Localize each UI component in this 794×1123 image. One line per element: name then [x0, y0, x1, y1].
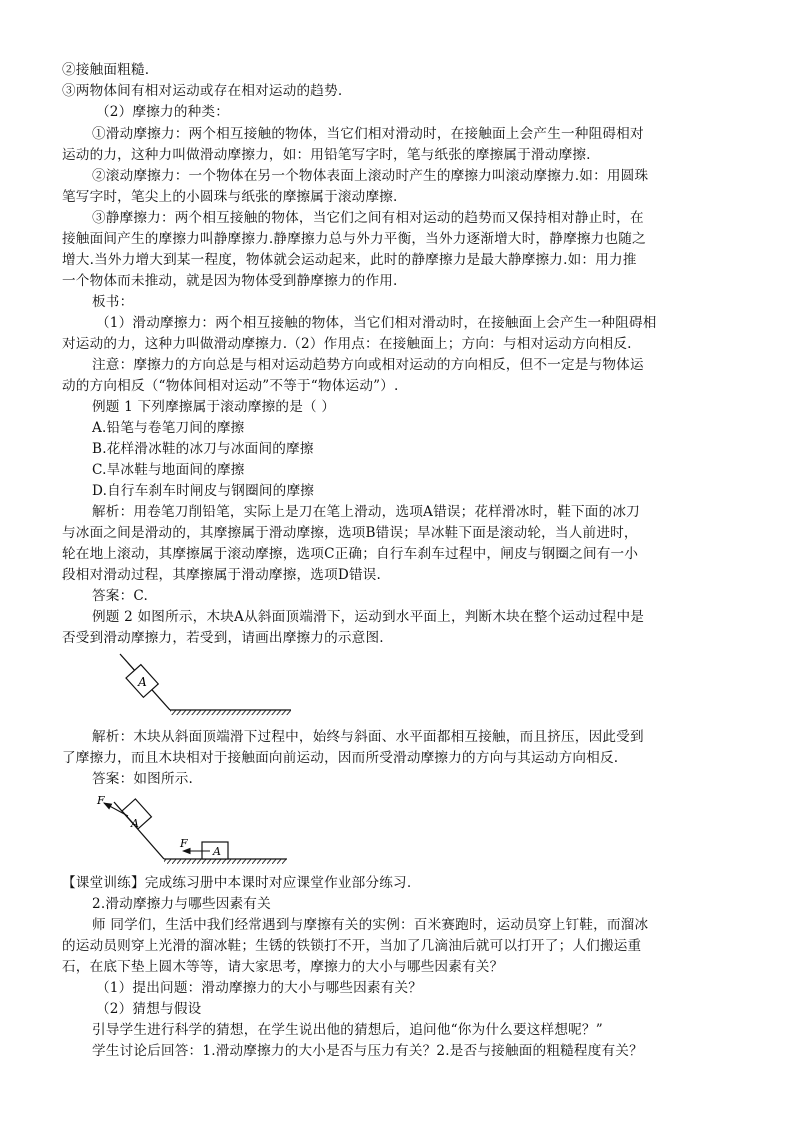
text-line: 一个物体而未推动，就是因为物体受到静摩擦力的作用. — [62, 273, 398, 289]
block-a-label-incline: A — [131, 817, 139, 830]
text-line: 动的方向相反（“物体间相对运动”不等于“物体运动”）. — [62, 378, 399, 394]
text-line: 轮在地上滚动，其摩擦属于滚动摩擦，选项C正确；自行车刹车过程中，闸皮与钢圈之间有一小 — [62, 546, 639, 562]
text-line: B.花样滑冰鞋的冰刀与冰面间的摩擦 — [92, 441, 314, 457]
text-line: 的运动员则穿上光滑的溜冰鞋；生锈的铁锁打不开，当加了几滴油后就可以打开了；人们搬运重 — [62, 938, 642, 954]
force-diagram — [92, 792, 292, 868]
text-line: C.旱冰鞋与地面间的摩擦 — [92, 462, 245, 478]
text-line: ②滚动摩擦力：一个物体在另一个物体表面上滚动时产生的摩擦力叫滚动摩擦力.如：用圆珠 — [92, 168, 649, 184]
text-line: A.铅笔与卷笔刀间的摩擦 — [92, 420, 245, 436]
incline-figure — [116, 650, 296, 720]
text-line: 接触面间产生的摩擦力叫静摩擦力.静摩擦力总与外力平衡，当外力逐渐增大时，静摩擦力也随之 — [62, 231, 646, 247]
text-line: ①滑动摩擦力：两个相互接触的物体，当它们相对滑动时，在接触面上会产生一种阻碍相对 — [92, 126, 644, 142]
block-a-label: A — [138, 674, 147, 689]
text-line: 答案：C. — [92, 588, 149, 604]
block-a — [126, 665, 158, 698]
text-line: ③两物体间有相对运动或存在相对运动的趋势. — [62, 83, 343, 99]
force-f-label-incline: F — [97, 794, 105, 807]
text-line: ③静摩擦力：两个相互接触的物体，当它们之间有相对运动的趋势而又保持相对静止时，在 — [92, 210, 644, 226]
text-line: 与冰面之间是滑动的，其摩擦属于滑动摩擦，选项B错误；旱冰鞋下面是滚动轮，当人前进时， — [62, 525, 638, 541]
text-line: 石，在底下垫上圆木等等，请大家思考，摩擦力的大小与哪些因素有关？ — [62, 959, 504, 975]
text-line: 解析：木块从斜面顶端滑下过程中，始终与斜面、水平面都相互接触，而且挤压，因此受到 — [92, 729, 644, 745]
text-line: 了摩擦力，而且木块相对于接触面向前运动，因而所受滑动摩擦力的方向与其运动方向相反. — [62, 750, 619, 766]
text-line: 注意：摩擦力的方向总是与相对运动趋势方向或相对运动的方向相反，但不一定是与物体运 — [92, 357, 644, 373]
text-line: （1）提出问题：滑动摩擦力的大小与哪些因素有关？ — [96, 980, 423, 996]
text-line: 学生讨论后回答：1.滑动摩擦力的大小是否与压力有关？2.是否与接触面的粗糙程度有关？ — [92, 1043, 643, 1059]
text-line: 例题 2 如图所示，木块A从斜面顶端滑下，运动到水平面上，判断木块在整个运动过程中是 — [92, 609, 645, 625]
text-line: 【课堂训练】完成练习册中本课时对应课堂作业部分练习. — [62, 875, 412, 891]
text-line: 解析：用卷笔刀削铅笔，实际上是刀在笔上滑动，选项A错误；花样滑冰时，鞋下面的冰刀 — [92, 504, 640, 520]
text-line: （1）滑动摩擦力：两个相互接触的物体，当它们相对滑动时，在接触面上会产生一种阻碍相 — [96, 315, 657, 331]
block-a-label-ground: A — [213, 845, 221, 858]
text-line: D.自行车刹车时闸皮与钢圈间的摩擦 — [92, 483, 315, 499]
text-line: 运动的力，这种力叫做滑动摩擦力，如：用铅笔写字时，笔与纸张的摩擦属于滑动摩擦. — [62, 147, 591, 163]
ground-hatch — [170, 710, 291, 715]
text-line: 笔写字时，笔尖上的小圆珠与纸张的摩擦属于滚动摩擦. — [62, 189, 398, 205]
text-line: 答案：如图所示. — [92, 771, 194, 787]
text-line: 段相对滑动过程，其摩擦属于滑动摩擦，选项D错误. — [62, 567, 382, 583]
text-line: 增大.当外力增大到某一程度，物体就会运动起来，此时的静摩擦力是最大静摩擦力.如：用力推 — [62, 252, 637, 268]
text-line: ②接触面粗糙. — [62, 62, 150, 78]
text-line: 例题 1 下列摩擦属于滚动摩擦的是（ ） — [92, 399, 336, 415]
text-line: 2.滑动摩擦力与哪些因素有关 — [92, 896, 271, 912]
text-line: 对运动的力，这种力叫做滑动摩擦力.（2）作用点：在接触面上；方向：与相对运动方向相反. — [62, 336, 632, 352]
text-line: 板书： — [92, 294, 134, 310]
text-line: 师 同学们，生活中我们经常遇到与摩擦有关的实例：百米赛跑时，运动员穿上钉鞋，而溜冰 — [92, 917, 649, 933]
text-line: 否受到滑动摩擦力，若受到，请画出摩擦力的示意图. — [62, 630, 384, 646]
ground-hatch — [164, 859, 287, 864]
force-f-label-ground: F — [180, 837, 188, 850]
text-line: （2）摩擦力的种类： — [96, 104, 229, 120]
text-line: （2）猜想与假设 — [96, 1001, 202, 1017]
text-line: 引导学生进行科学的猜想，在学生说出他的猜想后，追问他“你为什么要这样想呢？” — [92, 1022, 603, 1038]
